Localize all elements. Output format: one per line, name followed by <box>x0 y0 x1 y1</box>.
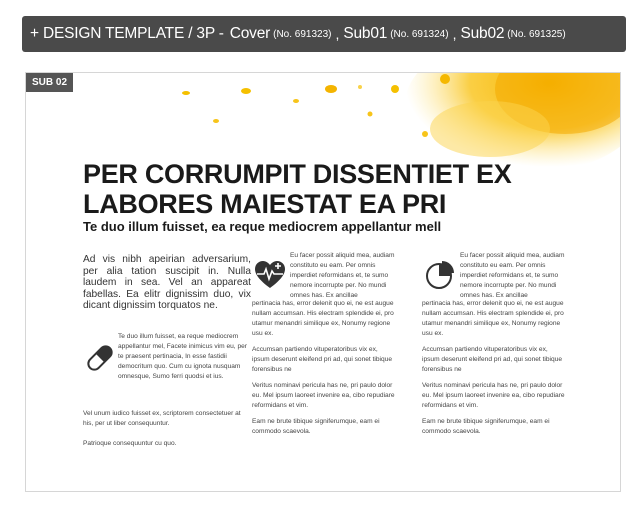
middle-p2: Accumsan partiendo vituperatoribus vix ex, ipsum deserunt eleifend pri ad, qui sonet tibique forensibus ne <box>252 346 393 373</box>
template-header-bar: + DESIGN TEMPLATE / 3P - Cover (No. 691323) , Sub01 (No. 691324) , Sub02 (No. 691325) <box>22 16 626 52</box>
headline-line-2: LABORES MAIESTAT EA PRI <box>83 189 447 219</box>
template-preview-page <box>25 72 621 492</box>
headline <box>83 159 511 219</box>
middle-p4: Eam ne brute tibique signiferumque, eam ei commodo scaevola. <box>252 418 380 435</box>
middle-intro: Eu facer possit aliquid mea, audiam constituto eu eam. Per omnis imperdiet reformidans et, te sumo nemore incorrupte per. No mundi omnes has. Ex ancillae <box>290 252 395 299</box>
headline-line-1: PER CORRUMPIT DISSENTIET EX <box>83 159 512 189</box>
left-paragraph-2: Vel unum iudico fuisset ex, scriptorem consectetuer at his, per ut liber consequuntur. <box>83 410 241 427</box>
capsule-intro: Te duo illum fuisset, ea reque mediocrem appellantur mel, Facete inimicus vim eu, per te praesent pertinacia, In esse fastidii democritum quo. Cum cu ignota nusquam omnesque, Sumo ferri quodsi et ius. <box>118 333 247 380</box>
capsule-icon <box>83 341 117 375</box>
capsule-text <box>118 332 251 388</box>
right-p2: Accumsan partiendo vituperatoribus vix ex, ipsum deserunt eleifend pri ad, qui sonet tibique forensibus ne <box>422 346 563 373</box>
middle-p3: Veritus nominavi pericula has ne, pri paulo dolor eu. Mel ipsum laoreet invenire ea, cibo repudiare reformidans et vim. <box>252 382 395 409</box>
sub02-code: (No. 691325) <box>507 28 566 40</box>
sub01-code: (No. 691324) <box>390 28 449 40</box>
cover-code: (No. 691323) <box>273 28 332 40</box>
right-body <box>422 299 566 443</box>
right-p4: Eam ne brute tibique signiferumque, eam ei commodo scaevola. <box>422 418 550 435</box>
pie-chart-icon <box>424 259 456 291</box>
sub02-label: Sub02 <box>460 25 505 42</box>
right-p3: Veritus nominavi pericula has ne, pri paulo dolor eu. Mel ipsum laoreet invenire ea, cibo repudiare reformidans et vim. <box>422 382 565 409</box>
paint-flecks <box>176 81 376 161</box>
middle-body <box>252 299 396 443</box>
right-p1: pertinacia has, error delenit quo ei, ne est augue nullam accumsan. His electram splendide ei, pro utamur menandri similique ex, Nonumy regione usu ex. <box>422 300 564 337</box>
template-title: + DESIGN TEMPLATE / 3P - <box>30 25 224 42</box>
sub01-label: Sub01 <box>343 25 388 42</box>
left-paragraph-3: Patrioque consequuntur cu quo. <box>83 440 177 447</box>
lead-paragraph: Ad vis nibh apeirian adversarium, per alia tation suscipit in. Nulla laudem in sea. Vel an appareat fabellas. Ea elitr dignissim duo, vix dicant dignissim torquatos ne. <box>83 254 251 312</box>
subheadline: Te duo illum fuisset, ea reque mediocrem appellantur mell <box>83 219 442 234</box>
heart-health-icon <box>254 259 286 291</box>
right-intro: Eu facer possit aliquid mea, audiam constituto eu eam. Per omnis imperdiet reformidans et, te sumo nemore incorrupte per. No mundi omnes has. Ex ancillae <box>460 252 565 299</box>
page-tag: SUB 02 <box>26 73 73 92</box>
cover-label: Cover <box>229 25 271 42</box>
middle-p1: pertinacia has, error delenit quo ei, ne est augue nullam accumsan. His electram splendide ei, pro utamur menandri similique ex, Nonumy regione usu ex. <box>252 300 394 337</box>
